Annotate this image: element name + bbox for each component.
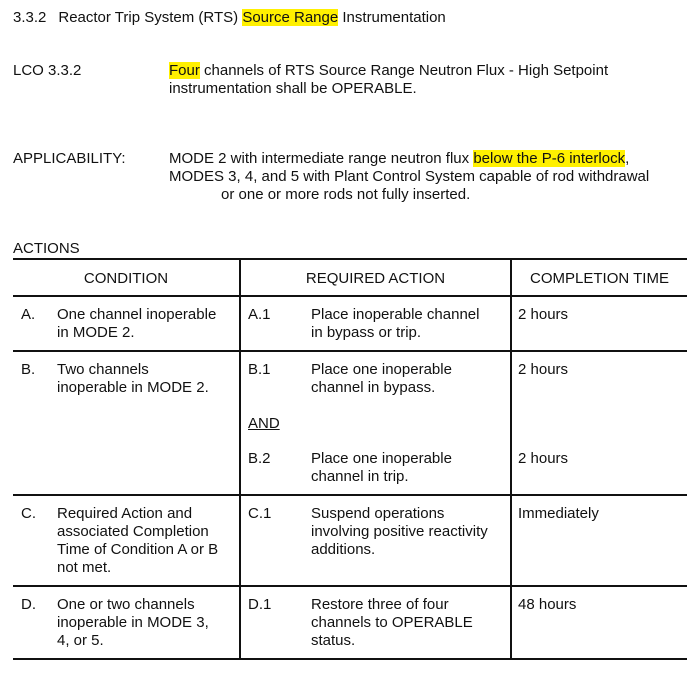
column-divider-2 — [510, 258, 512, 660]
applicability-line1-pre: MODE 2 with intermediate range neutron flux — [169, 150, 474, 167]
action-b2-line: channel in trip. — [311, 468, 409, 485]
section-title-pre: Reactor Trip System (RTS) — [58, 9, 243, 26]
lco-label: LCO 3.3.2 — [13, 62, 82, 79]
action-d1-line: status. — [311, 632, 356, 649]
action-b1-line: Place one inoperable — [311, 361, 452, 378]
action-c1-id: C.1 — [248, 505, 272, 522]
action-a1-line: in bypass or trip. — [311, 324, 422, 341]
action-b2-line: Place one inoperable — [311, 450, 452, 467]
table-header-rule — [13, 295, 687, 297]
condition-a-text — [57, 306, 216, 342]
lco-line2: instrumentation shall be OPERABLE. — [169, 80, 417, 97]
and-connector: AND — [248, 415, 280, 432]
condition-d-letter: D. — [21, 596, 36, 613]
header-required-action: REQUIRED ACTION — [305, 270, 446, 287]
action-b1-line: channel in bypass. — [311, 379, 436, 396]
action-a1-line: Place inoperable channel — [311, 306, 480, 323]
time-d1: 48 hours — [518, 596, 577, 613]
lco-text — [169, 62, 608, 98]
action-c1-text — [311, 505, 488, 559]
table-bottom-rule — [13, 658, 687, 660]
applicability-text — [169, 150, 649, 204]
condition-c-line: not met. — [57, 559, 112, 576]
time-a1: 2 hours — [518, 306, 569, 323]
time-c1: Immediately — [518, 505, 599, 522]
action-b2-text — [311, 450, 452, 486]
table-top-rule — [13, 258, 687, 260]
action-c1-line: additions. — [311, 541, 376, 558]
section-number: 3.3.2 — [13, 9, 47, 26]
condition-c-text — [57, 505, 218, 577]
section-title — [13, 9, 446, 27]
time-b1: 2 hours — [518, 361, 569, 378]
action-a1-id: A.1 — [248, 306, 271, 323]
action-b1-id: B.1 — [248, 361, 271, 378]
applicability-label: APPLICABILITY: — [13, 150, 126, 167]
condition-a-letter: A. — [21, 306, 36, 323]
row-b-rule — [13, 494, 687, 496]
header-completion-time: COMPLETION TIME — [530, 270, 669, 287]
header-condition: CONDITION — [83, 270, 169, 287]
action-d1-line: Restore three of four — [311, 596, 449, 613]
row-c-rule — [13, 585, 687, 587]
time-b2: 2 hours — [518, 450, 569, 467]
applicability-highlight: below the P-6 interlock — [473, 150, 626, 167]
condition-a-line: One channel inoperable — [57, 306, 217, 323]
section-title-post: Instrumentation — [338, 9, 446, 26]
applicability-line3: or one or more rods not fully inserted. — [221, 186, 471, 203]
action-d1-line: channels to OPERABLE — [311, 614, 473, 631]
condition-c-line: Time of Condition A or B — [57, 541, 219, 558]
condition-d-line: One or two channels — [57, 596, 195, 613]
condition-c-line: associated Completion — [57, 523, 209, 540]
actions-heading: ACTIONS — [13, 240, 80, 257]
column-divider-1 — [239, 258, 241, 660]
condition-a-line: in MODE 2. — [57, 324, 135, 341]
condition-b-line: inoperable in MODE 2. — [57, 379, 209, 396]
condition-c-letter: C. — [21, 505, 36, 522]
applicability-line1-post: , — [625, 150, 630, 167]
section-title-highlight: Source Range — [242, 9, 339, 26]
condition-d-text — [57, 596, 209, 650]
action-a1-text — [311, 306, 479, 342]
action-b2-id: B.2 — [248, 450, 271, 467]
action-d1-id: D.1 — [248, 596, 272, 613]
action-c1-line: Suspend operations — [311, 505, 445, 522]
condition-b-text — [57, 361, 209, 397]
condition-b-letter: B. — [21, 361, 36, 378]
row-a-rule — [13, 350, 687, 352]
applicability-line2: MODES 3, 4, and 5 with Plant Control System capable of rod withdrawal — [169, 168, 650, 185]
action-b1-text — [311, 361, 452, 397]
condition-d-line: inoperable in MODE 3, — [57, 614, 209, 631]
condition-d-line: 4, or 5. — [57, 632, 104, 649]
action-d1-text — [311, 596, 473, 650]
condition-b-line: Two channels — [57, 361, 149, 378]
lco-line1: channels of RTS Source Range Neutron Flux - High Setpoint — [199, 62, 609, 79]
lco-highlight: Four — [169, 62, 200, 79]
condition-c-line: Required Action and — [57, 505, 193, 522]
action-c1-line: involving positive reactivity — [311, 523, 488, 540]
